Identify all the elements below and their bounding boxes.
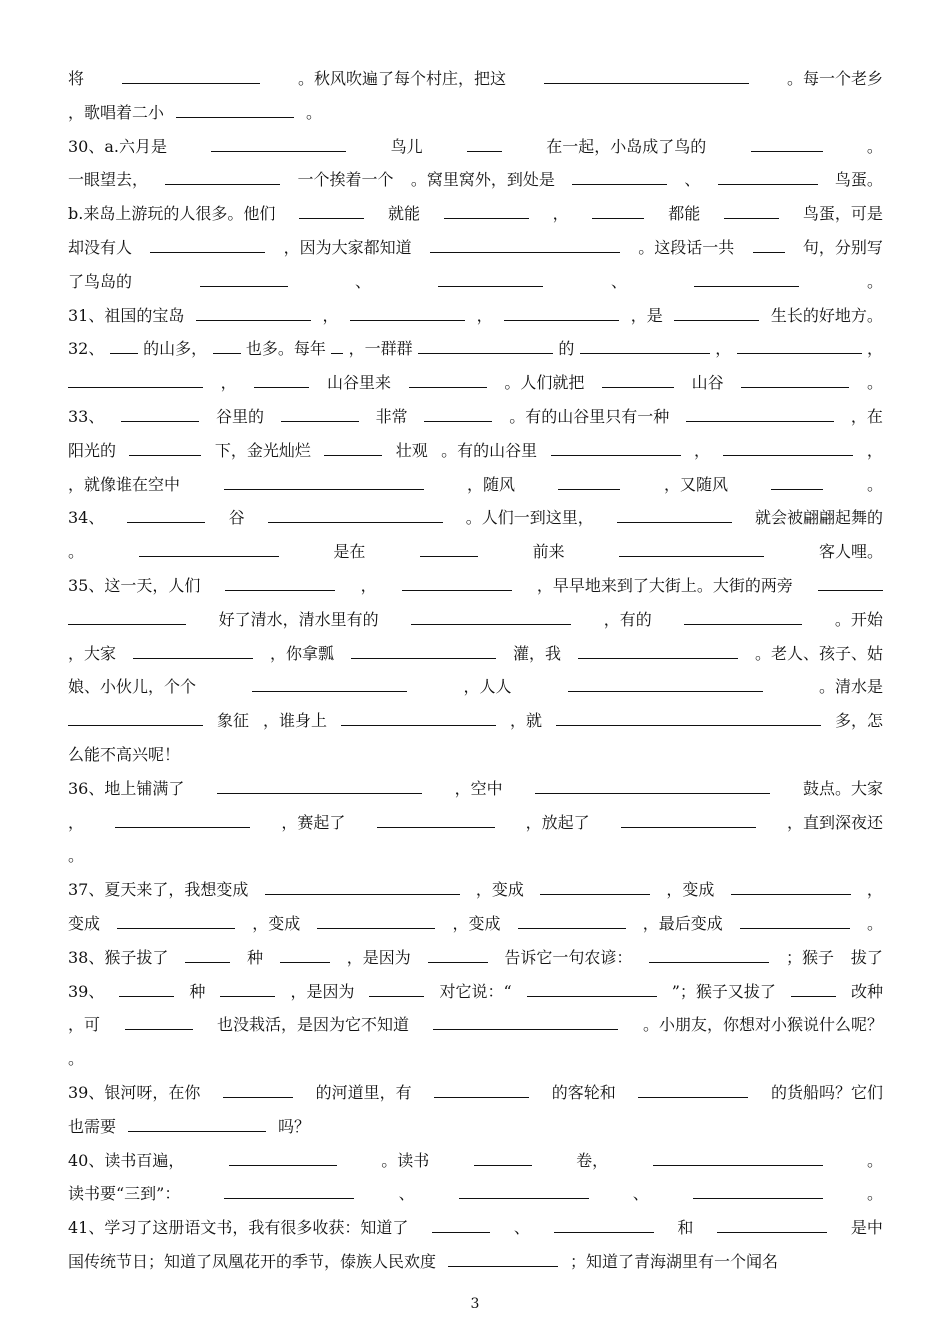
text-segment: 。小朋友，你想对小猴说什么呢？ bbox=[642, 1015, 883, 1035]
fill-in-blank[interactable] bbox=[724, 200, 779, 219]
text-segment: ，就 bbox=[509, 711, 542, 731]
text-segment: ，一群群 bbox=[348, 339, 413, 359]
fill-in-blank[interactable] bbox=[420, 538, 478, 557]
text-segment: 变成 bbox=[68, 913, 101, 933]
text-segment: 阳光的 bbox=[68, 440, 117, 460]
fill-in-blank[interactable] bbox=[653, 1147, 823, 1166]
text-segment: 。 bbox=[866, 1184, 883, 1204]
text-segment: 的山多， bbox=[143, 339, 208, 359]
text-line bbox=[68, 975, 883, 1009]
text-segment: 。有的山谷里 bbox=[441, 440, 538, 460]
text-segment: ， bbox=[68, 812, 85, 832]
fill-in-blank[interactable] bbox=[200, 268, 288, 287]
text-segment: ，早早地来到了大街上。大街的两旁 bbox=[536, 575, 793, 595]
text-line bbox=[68, 468, 883, 502]
text-segment: ，是 bbox=[630, 305, 663, 325]
text-segment: ， bbox=[866, 339, 883, 359]
text-segment: 36、地上铺满了 bbox=[68, 778, 185, 798]
text-segment: ，大家 bbox=[68, 643, 117, 663]
fill-in-blank[interactable] bbox=[68, 606, 186, 625]
text-segment: ；猴子 bbox=[786, 947, 835, 967]
fill-in-blank[interactable] bbox=[602, 369, 674, 388]
text-segment: 象征 bbox=[216, 711, 249, 731]
text-segment: 也需要 bbox=[68, 1116, 117, 1136]
text-segment: 句，分别写 bbox=[802, 237, 883, 257]
text-segment: ；知道了青海湖里有一个闻名 bbox=[570, 1251, 779, 1271]
fill-in-blank[interactable] bbox=[254, 369, 309, 388]
fill-in-blank[interactable] bbox=[265, 876, 460, 895]
text-segment: ，可 bbox=[68, 1015, 101, 1035]
text-segment: 读书要“三到”： bbox=[68, 1184, 181, 1204]
fill-in-blank[interactable] bbox=[196, 302, 311, 321]
text-segment: 也没栽活，是因为它不知道 bbox=[216, 1015, 409, 1035]
fill-in-blank[interactable] bbox=[409, 369, 487, 388]
fill-in-blank[interactable] bbox=[430, 234, 620, 253]
fill-in-blank[interactable] bbox=[592, 200, 644, 219]
text-segment: 30、a.六月是 bbox=[68, 136, 167, 156]
text-line bbox=[68, 738, 883, 772]
text-segment: 。开始 bbox=[834, 609, 883, 629]
fill-in-blank[interactable] bbox=[418, 335, 553, 354]
text-line bbox=[68, 501, 883, 535]
fill-in-blank[interactable] bbox=[694, 268, 799, 287]
text-segment: 31、祖国的宝岛 bbox=[68, 305, 185, 325]
text-segment: ，人人 bbox=[463, 677, 512, 697]
fill-in-blank[interactable] bbox=[317, 910, 435, 929]
text-segment: ，歌唱着二小 bbox=[68, 102, 165, 122]
fill-in-blank[interactable] bbox=[723, 437, 853, 456]
text-segment: 。每一个老乡 bbox=[786, 69, 883, 88]
text-segment: 。读书 bbox=[381, 1150, 430, 1170]
text-segment: ，赛起了 bbox=[281, 812, 346, 832]
text-segment: 好了清水，清水里有的 bbox=[218, 609, 379, 629]
fill-in-blank[interactable] bbox=[280, 944, 330, 963]
text-line bbox=[68, 1008, 883, 1042]
text-segment: 、 bbox=[354, 271, 371, 291]
text-segment: 也多。每年 bbox=[245, 339, 326, 359]
text-segment: 多，怎 bbox=[834, 711, 883, 731]
text-line bbox=[68, 873, 883, 907]
text-segment: 娘、小伙儿，个个 bbox=[68, 677, 197, 697]
fill-in-blank[interactable] bbox=[818, 572, 883, 591]
text-segment: b.来岛上游玩的人很多。他们 bbox=[68, 204, 276, 224]
fill-in-blank[interactable] bbox=[223, 1079, 293, 1098]
fill-in-blank[interactable] bbox=[185, 944, 230, 963]
fill-in-blank[interactable] bbox=[448, 1248, 558, 1267]
text-segment: ， bbox=[360, 575, 377, 595]
fill-in-blank[interactable] bbox=[638, 1079, 748, 1098]
text-segment: 就会被翩翩起舞的 bbox=[754, 508, 883, 528]
text-line bbox=[68, 299, 883, 333]
fill-in-blank[interactable] bbox=[544, 65, 749, 84]
text-line bbox=[68, 569, 883, 603]
fill-in-blank[interactable] bbox=[211, 133, 346, 152]
fill-in-blank[interactable] bbox=[139, 538, 279, 557]
text-segment: 种 bbox=[247, 947, 264, 967]
text-segment: ， bbox=[552, 204, 569, 224]
text-line bbox=[68, 96, 883, 130]
text-segment: 是在 bbox=[333, 542, 366, 562]
fill-in-blank[interactable] bbox=[737, 335, 862, 354]
text-segment: 41、学习了这册语文书，我有很多收获：知道了 bbox=[68, 1218, 409, 1238]
fill-in-blank[interactable] bbox=[117, 910, 235, 929]
fill-in-blank[interactable] bbox=[122, 65, 260, 84]
text-segment: 35、这一天，人们 bbox=[68, 575, 201, 595]
text-segment: 都能 bbox=[668, 204, 701, 224]
text-segment: 前来 bbox=[532, 542, 565, 562]
text-line bbox=[68, 197, 883, 231]
text-segment: 么能不高兴呢！ bbox=[68, 744, 181, 764]
text-segment: 却没有人 bbox=[68, 237, 133, 257]
fill-in-blank[interactable] bbox=[434, 1079, 529, 1098]
text-segment: 一眼望去， bbox=[68, 170, 149, 190]
text-segment: 吗？ bbox=[278, 1116, 311, 1136]
text-segment: 的 bbox=[558, 339, 575, 359]
text-segment: 下，金光灿烂 bbox=[214, 440, 311, 460]
text-segment: 37、夏天来了，我想变成 bbox=[68, 880, 249, 900]
fill-in-blank[interactable] bbox=[535, 775, 770, 794]
text-segment: 。 bbox=[866, 373, 883, 393]
fill-in-blank[interactable] bbox=[119, 978, 174, 997]
text-segment: 和 bbox=[677, 1218, 694, 1238]
text-segment: 将 bbox=[68, 69, 85, 88]
fill-in-blank[interactable] bbox=[572, 166, 667, 185]
fill-in-blank[interactable] bbox=[110, 335, 138, 354]
fill-in-blank[interactable] bbox=[718, 166, 818, 185]
fill-in-blank[interactable] bbox=[125, 1011, 193, 1030]
text-line bbox=[68, 1110, 883, 1144]
fill-in-blank[interactable] bbox=[369, 978, 424, 997]
text-segment: ，因为大家都知道 bbox=[283, 237, 412, 257]
text-segment: ，随风 bbox=[466, 474, 515, 494]
text-segment: 告诉它一句农谚： bbox=[504, 947, 633, 967]
text-line bbox=[68, 839, 883, 873]
text-segment: 、 bbox=[610, 271, 627, 291]
text-line bbox=[68, 400, 883, 434]
text-segment: 改种 bbox=[850, 981, 883, 1001]
text-segment: 非常 bbox=[375, 406, 408, 426]
text-segment: ， bbox=[694, 440, 711, 460]
fill-in-blank[interactable] bbox=[504, 302, 619, 321]
text-segment: 灌，我 bbox=[512, 643, 561, 663]
text-segment: 。 bbox=[68, 542, 85, 562]
text-segment: 谷里的 bbox=[216, 406, 265, 426]
fill-in-blank[interactable] bbox=[377, 809, 495, 828]
text-segment: 。 bbox=[866, 271, 883, 291]
fill-in-blank[interactable] bbox=[619, 538, 764, 557]
fill-in-blank[interactable] bbox=[444, 200, 529, 219]
fill-in-blank[interactable] bbox=[556, 707, 821, 726]
fill-in-blank[interactable] bbox=[229, 1147, 337, 1166]
fill-in-blank[interactable] bbox=[558, 471, 620, 490]
text-segment: 是中 bbox=[850, 1218, 883, 1238]
fill-in-blank[interactable] bbox=[341, 707, 496, 726]
text-segment: 。 bbox=[306, 102, 323, 122]
fill-in-blank[interactable] bbox=[568, 673, 763, 692]
text-line bbox=[68, 163, 883, 197]
fill-in-blank[interactable] bbox=[753, 234, 785, 253]
text-segment: 壮观 bbox=[395, 440, 428, 460]
text-segment: 。人们一到这里， bbox=[465, 508, 594, 528]
fill-in-blank[interactable] bbox=[411, 606, 571, 625]
fill-in-blank[interactable] bbox=[351, 640, 496, 659]
fill-in-blank[interactable] bbox=[281, 403, 359, 422]
text-segment: ， bbox=[476, 305, 493, 325]
text-line bbox=[68, 704, 883, 738]
fill-in-blank[interactable] bbox=[540, 876, 650, 895]
fill-in-blank[interactable] bbox=[518, 910, 626, 929]
fill-in-blank[interactable] bbox=[459, 1180, 589, 1199]
fill-in-blank[interactable] bbox=[551, 437, 681, 456]
fill-in-blank[interactable] bbox=[580, 335, 710, 354]
fill-in-blank[interactable] bbox=[133, 640, 253, 659]
fill-in-blank[interactable] bbox=[324, 437, 382, 456]
text-segment: ”；猴子又拔了 bbox=[671, 981, 776, 1001]
text-segment: ，放起了 bbox=[525, 812, 590, 832]
text-segment: 鸟蛋。 bbox=[834, 170, 883, 190]
fill-in-blank[interactable] bbox=[741, 369, 849, 388]
text-segment: ，直到深夜还 bbox=[786, 812, 883, 832]
text-segment: 种 bbox=[189, 981, 206, 1001]
text-line bbox=[68, 62, 883, 96]
fill-in-blank[interactable] bbox=[165, 166, 280, 185]
fill-in-blank[interactable] bbox=[731, 876, 851, 895]
text-segment: ，有的 bbox=[603, 609, 652, 629]
text-segment: 、 bbox=[398, 1184, 415, 1204]
text-segment: 对它说：“ bbox=[439, 981, 512, 1001]
text-segment: 。 bbox=[68, 846, 85, 866]
fill-in-blank[interactable] bbox=[686, 403, 834, 422]
fill-in-blank[interactable] bbox=[121, 403, 199, 422]
text-segment: 。人们就把 bbox=[504, 373, 585, 393]
text-segment: 40、读书百遍， bbox=[68, 1150, 185, 1170]
fill-in-blank[interactable] bbox=[717, 1214, 827, 1233]
text-line bbox=[68, 1245, 883, 1279]
text-segment: 谷 bbox=[228, 508, 245, 528]
text-segment: 39、 bbox=[68, 981, 105, 1001]
text-line bbox=[68, 265, 883, 299]
text-segment: 、 bbox=[513, 1218, 530, 1238]
fill-in-blank[interactable] bbox=[740, 910, 850, 929]
fill-in-blank[interactable] bbox=[129, 437, 201, 456]
worksheet-body bbox=[68, 62, 883, 1279]
text-segment: 卷， bbox=[576, 1150, 609, 1170]
text-line bbox=[68, 434, 883, 468]
text-line bbox=[68, 806, 883, 840]
fill-in-blank[interactable] bbox=[128, 1113, 266, 1132]
text-line bbox=[68, 603, 883, 637]
page-number: 3 bbox=[470, 1296, 480, 1312]
text-line bbox=[68, 637, 883, 671]
text-segment: ，最后变成 bbox=[642, 913, 723, 933]
text-segment: 39、银河呀，在你 bbox=[68, 1082, 201, 1102]
fill-in-blank[interactable] bbox=[433, 1011, 618, 1030]
text-segment: ， bbox=[866, 880, 883, 900]
text-segment: ， bbox=[220, 373, 237, 393]
text-line bbox=[68, 1211, 883, 1245]
fill-in-blank[interactable] bbox=[224, 1180, 354, 1199]
fill-in-blank[interactable] bbox=[224, 471, 424, 490]
text-segment: 。秋风吹遍了每个村庄，把这 bbox=[297, 69, 506, 88]
fill-in-blank[interactable] bbox=[621, 809, 756, 828]
fill-in-blank[interactable] bbox=[115, 809, 250, 828]
text-segment: 。这段话一共 bbox=[638, 237, 735, 257]
text-segment: ，变成 bbox=[452, 913, 501, 933]
text-line bbox=[68, 535, 883, 569]
text-line bbox=[68, 941, 883, 975]
text-segment: 。 bbox=[866, 913, 883, 933]
text-line bbox=[68, 1042, 883, 1076]
text-segment: 国传统节日；知道了凤凰花开的季节，傣族人民欢度 bbox=[68, 1251, 437, 1271]
text-segment: 山谷里来 bbox=[326, 373, 391, 393]
text-segment: ，你拿瓢 bbox=[269, 643, 334, 663]
text-segment: ，变成 bbox=[666, 880, 715, 900]
text-segment: 。窝里窝外，到处是 bbox=[410, 170, 555, 190]
text-segment: 32、 bbox=[68, 339, 105, 359]
text-segment: ，就像谁在空中 bbox=[68, 474, 181, 494]
text-segment: 。 bbox=[68, 1049, 85, 1069]
fill-in-blank[interactable] bbox=[649, 944, 769, 963]
fill-in-blank[interactable] bbox=[617, 504, 732, 523]
text-segment: 。有的山谷里只有一种 bbox=[509, 406, 670, 426]
text-segment: ，在 bbox=[850, 406, 883, 426]
fill-in-blank[interactable] bbox=[268, 504, 443, 523]
text-segment: ，空中 bbox=[454, 778, 503, 798]
fill-in-blank[interactable] bbox=[150, 234, 265, 253]
fill-in-blank[interactable] bbox=[331, 335, 343, 354]
text-segment: ，谁身上 bbox=[262, 711, 327, 731]
text-segment: 生长的好地方。 bbox=[770, 305, 883, 325]
text-segment: 的货船吗？它们 bbox=[770, 1082, 883, 1102]
fill-in-blank[interactable] bbox=[68, 707, 203, 726]
text-line bbox=[68, 366, 883, 400]
text-segment: ，变成 bbox=[252, 913, 301, 933]
fill-in-blank[interactable] bbox=[127, 504, 205, 523]
fill-in-blank[interactable] bbox=[225, 572, 335, 591]
fill-in-blank[interactable] bbox=[527, 978, 657, 997]
text-line bbox=[68, 130, 883, 164]
fill-in-blank[interactable] bbox=[474, 1147, 532, 1166]
fill-in-blank[interactable] bbox=[217, 775, 422, 794]
text-segment: 的河道里，有 bbox=[315, 1082, 412, 1102]
text-line bbox=[68, 1177, 883, 1211]
text-line bbox=[68, 1144, 883, 1178]
fill-in-blank[interactable] bbox=[68, 369, 203, 388]
text-segment: 。 bbox=[866, 136, 883, 156]
text-line bbox=[68, 907, 883, 941]
fill-in-blank[interactable] bbox=[220, 978, 275, 997]
fill-in-blank[interactable] bbox=[771, 471, 823, 490]
fill-in-blank[interactable] bbox=[350, 302, 465, 321]
text-segment: ，是因为 bbox=[346, 947, 411, 967]
fill-in-blank[interactable] bbox=[578, 640, 738, 659]
text-segment: ， bbox=[322, 305, 339, 325]
text-segment: ，变成 bbox=[475, 880, 524, 900]
text-segment: 山谷 bbox=[691, 373, 724, 393]
text-segment: 鼓点。大家 bbox=[802, 778, 883, 798]
text-segment: 、 bbox=[684, 170, 701, 190]
fill-in-blank[interactable] bbox=[674, 302, 759, 321]
text-segment: 。 bbox=[866, 1150, 883, 1170]
text-line bbox=[68, 231, 883, 265]
text-line bbox=[68, 670, 883, 704]
text-segment: ，是因为 bbox=[290, 981, 355, 1001]
text-segment: 。老人、孩子、姑 bbox=[754, 643, 883, 663]
text-segment: 了鸟岛的 bbox=[68, 271, 133, 291]
fill-in-blank[interactable] bbox=[252, 673, 407, 692]
text-segment: 鸟蛋，可是 bbox=[802, 204, 883, 224]
fill-in-blank[interactable] bbox=[438, 268, 543, 287]
text-segment: 。清水是 bbox=[818, 677, 883, 697]
text-segment: ，又随风 bbox=[663, 474, 728, 494]
text-line bbox=[68, 332, 883, 366]
fill-in-blank[interactable] bbox=[213, 335, 241, 354]
text-line bbox=[68, 1076, 883, 1110]
text-segment: 拔了 bbox=[850, 947, 883, 967]
fill-in-blank[interactable] bbox=[684, 606, 802, 625]
fill-in-blank[interactable] bbox=[424, 403, 492, 422]
text-segment: 34、 bbox=[68, 508, 105, 528]
text-segment: ， bbox=[866, 440, 883, 460]
fill-in-blank[interactable] bbox=[176, 99, 294, 118]
text-segment: 在一起，小岛成了鸟的 bbox=[546, 136, 707, 156]
text-segment: 一个挨着一个 bbox=[297, 170, 394, 190]
fill-in-blank[interactable] bbox=[467, 133, 502, 152]
fill-in-blank[interactable] bbox=[299, 200, 364, 219]
text-segment: 的客轮和 bbox=[551, 1082, 616, 1102]
text-segment: 。 bbox=[866, 474, 883, 494]
fill-in-blank[interactable] bbox=[693, 1180, 823, 1199]
fill-in-blank[interactable] bbox=[432, 1214, 490, 1233]
fill-in-blank[interactable] bbox=[402, 572, 512, 591]
fill-in-blank[interactable] bbox=[751, 133, 823, 152]
text-segment: 鸟儿 bbox=[390, 136, 423, 156]
text-segment: 、 bbox=[632, 1184, 649, 1204]
fill-in-blank[interactable] bbox=[791, 978, 836, 997]
text-segment: ， bbox=[715, 339, 732, 359]
text-segment: 就能 bbox=[387, 204, 420, 224]
fill-in-blank[interactable] bbox=[554, 1214, 654, 1233]
text-line bbox=[68, 772, 883, 806]
text-segment: 33、 bbox=[68, 406, 105, 426]
fill-in-blank[interactable] bbox=[428, 944, 488, 963]
text-segment: 38、猴子拔了 bbox=[68, 947, 169, 967]
text-segment: 客人哩。 bbox=[818, 542, 883, 562]
